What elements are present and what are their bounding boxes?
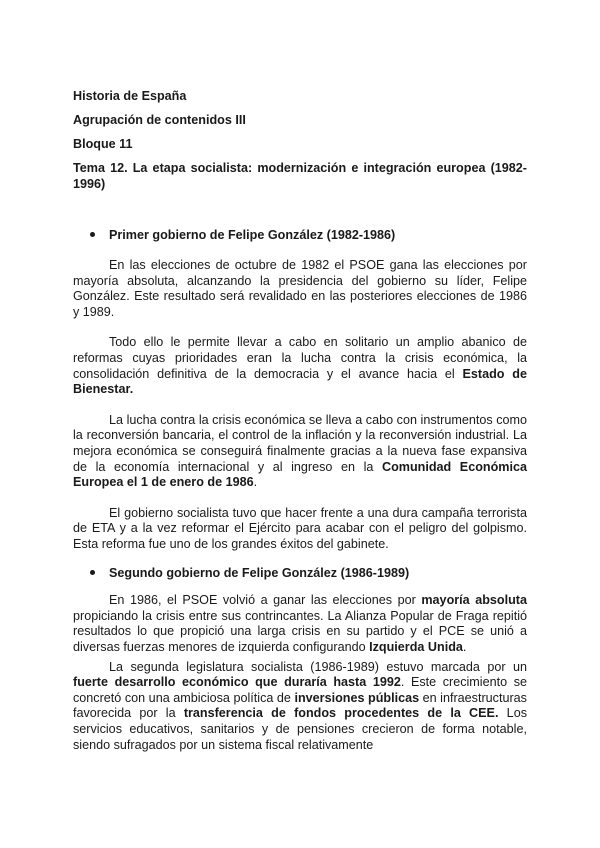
paragraph-text: La segunda legislatura socialista (1986-1989) estuvo marcada por un xyxy=(109,659,527,674)
content-group-heading: Agrupación de contenidos III xyxy=(73,113,246,128)
block-heading: Bloque 11 xyxy=(73,137,133,152)
paragraph xyxy=(73,660,527,754)
topic-heading: Tema 12. La etapa socialista: modernización e integración europea (1982-1996) xyxy=(73,161,527,191)
document-body xyxy=(73,89,527,753)
paragraph-text: El gobierno socialista tuvo que hacer frente a una dura campaña terrorista de ETA y a la vez reformar el Ejército para acabar con el peligro del golpismo. Esta reforma fue uno de los grandes éxitos del gabinete. xyxy=(73,505,527,551)
emphasis-text: transferencia de fondos procedentes de la CEE. xyxy=(183,706,499,721)
paragraph xyxy=(73,506,527,553)
emphasis-text: fuerte desarrollo económico que duraría hasta 1992 xyxy=(73,675,401,690)
emphasis-text: mayoría absoluta xyxy=(421,593,527,608)
paragraph-text: Todo ello le permite llevar a cabo en solitario un amplio abanico de reformas cuyas prioridades eran la lucha contra la crisis económica, la consolidación definitiva de la democracia y el avance hacia el xyxy=(73,335,527,381)
paragraph-text: . Este crecimiento se concretó con una ambiciosa política de xyxy=(73,675,527,705)
section-title: Segundo gobierno de Felipe González (1986-1989) xyxy=(109,565,410,580)
paragraph-text: Los servicios educativos, sanitarios y de pensiones crecieron de forma notable, siendo sufragados por un sistema fiscal relativamente xyxy=(73,706,527,752)
paragraph xyxy=(73,413,527,491)
section-heading-first-government xyxy=(90,228,527,244)
bullet-icon xyxy=(90,570,95,575)
paragraph xyxy=(73,335,527,397)
paragraph-text: La lucha contra la crisis económica se lleva a cabo con instrumentos como la reconversión bancaria, el control de la inflación y la reconversión industrial. La mejora económica se conseguirá finalmente gracias a la nueva fase expansiva de la economía internacional y al ingreso en la xyxy=(73,412,527,474)
paragraph-text: propiciando la crisis entre sus contrincantes. La Alianza Popular de Fraga repitió resultados lo que propició una larga crisis en su partido y el PCE se unió a diversas fuerzas menores de izquierda configurando xyxy=(73,608,527,654)
emphasis-text: Estado de Bienestar. xyxy=(73,366,527,397)
paragraph-text: en infraestructuras favorecida por la xyxy=(73,690,527,721)
emphasis-text: inversiones públicas xyxy=(294,690,420,705)
paragraph-text: En 1986, el PSOE volvió a ganar las elecciones por xyxy=(109,593,422,608)
paragraph-text: . xyxy=(253,475,258,490)
section-title: Primer gobierno de Felipe González (1982-1986) xyxy=(109,228,396,243)
bullet-icon xyxy=(90,232,95,237)
subject-heading: Historia de España xyxy=(73,89,187,103)
paragraph xyxy=(73,593,527,655)
paragraph-text: . xyxy=(462,639,467,654)
emphasis-text: Comunidad Económica Europea el 1 de enero de 1986 xyxy=(73,459,527,490)
paragraph-text: En las elecciones de octubre de 1982 el PSOE gana las elecciones por mayoría absoluta, alcanzando la presidencia del gobierno su líder, Felipe González. Este resultado será revalidado en las posteriores elecciones de 1986 y 1989. xyxy=(73,258,527,319)
paragraph xyxy=(73,258,527,320)
section-heading-second-government xyxy=(90,566,527,582)
emphasis-text: Izquierda Unida xyxy=(369,639,463,654)
